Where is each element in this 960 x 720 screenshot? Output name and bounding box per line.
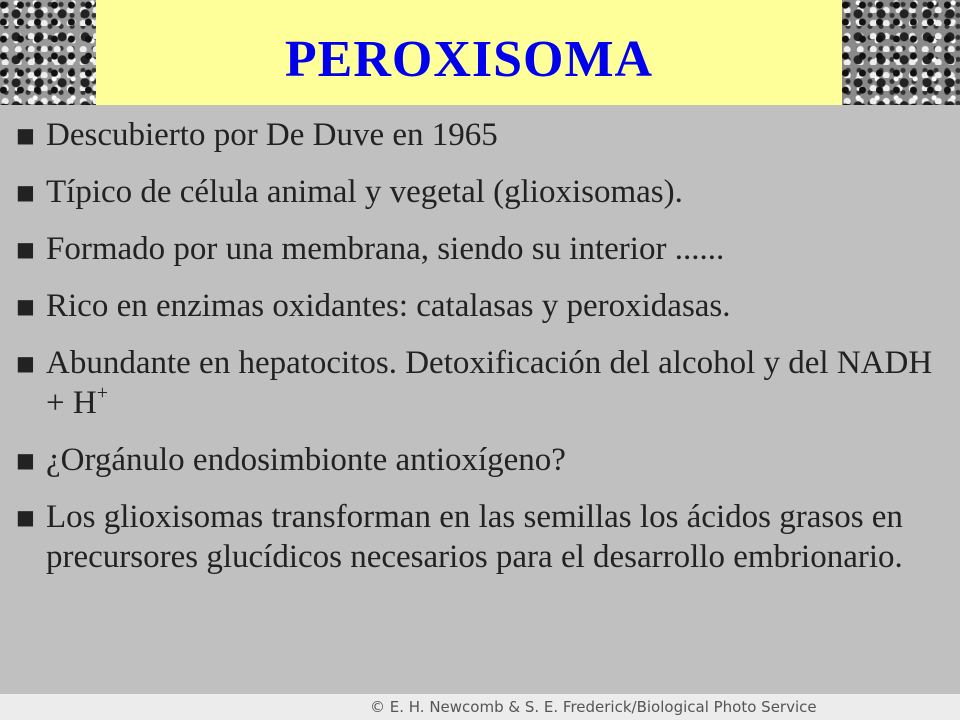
bullet-item	[16, 440, 946, 480]
micrograph-fragment-right	[842, 0, 960, 105]
bullet-item	[16, 286, 946, 326]
bullet-item	[16, 115, 946, 155]
bullet-text	[46, 343, 946, 423]
slide-title: PEROXISOMA	[284, 31, 654, 88]
bullet-text: Los glioxisomas transforman en las semillas los ácidos grasos en precursores glucídicos necesarios para el desarrollo embrionario.	[46, 499, 903, 575]
bullet-square-icon: ■	[16, 237, 35, 261]
bullet-text: Rico en enzimas oxidantes: catalasas y peroxidasas.	[46, 288, 731, 324]
bullet-text: Descubierto por De Duve en 1965	[46, 117, 498, 153]
bullet-square-icon: ■	[16, 123, 35, 147]
bullet-square-icon: ■	[16, 180, 35, 204]
bullet-list	[16, 115, 946, 594]
bullet-square-icon: ■	[16, 294, 35, 318]
superscript-plus: +	[96, 382, 108, 404]
bullet-square-icon: ■	[16, 505, 35, 529]
bullet-text-main: Abundante en hepatocitos. Detoxificación del alcohol y del NADH + H	[46, 345, 933, 421]
bullet-item	[16, 497, 946, 577]
bullet-square-icon: ■	[16, 448, 35, 472]
bullet-text: Típico de célula animal y vegetal (glioxisomas).	[46, 174, 683, 210]
photo-credit: © E. H. Newcomb & S. E. Frederick/Biological Photo Service	[370, 698, 817, 716]
bullet-item	[16, 172, 946, 212]
bullet-text: ¿Orgánulo endosimbionte antioxígeno?	[46, 442, 566, 478]
title-banner	[96, 0, 842, 105]
bullet-text: Formado por una membrana, siendo su interior ......	[46, 231, 725, 267]
micrograph-fragment-left	[0, 0, 96, 105]
bullet-item	[16, 343, 946, 423]
content-panel	[0, 105, 960, 694]
bullet-item	[16, 229, 946, 269]
bullet-square-icon: ■	[16, 351, 35, 375]
